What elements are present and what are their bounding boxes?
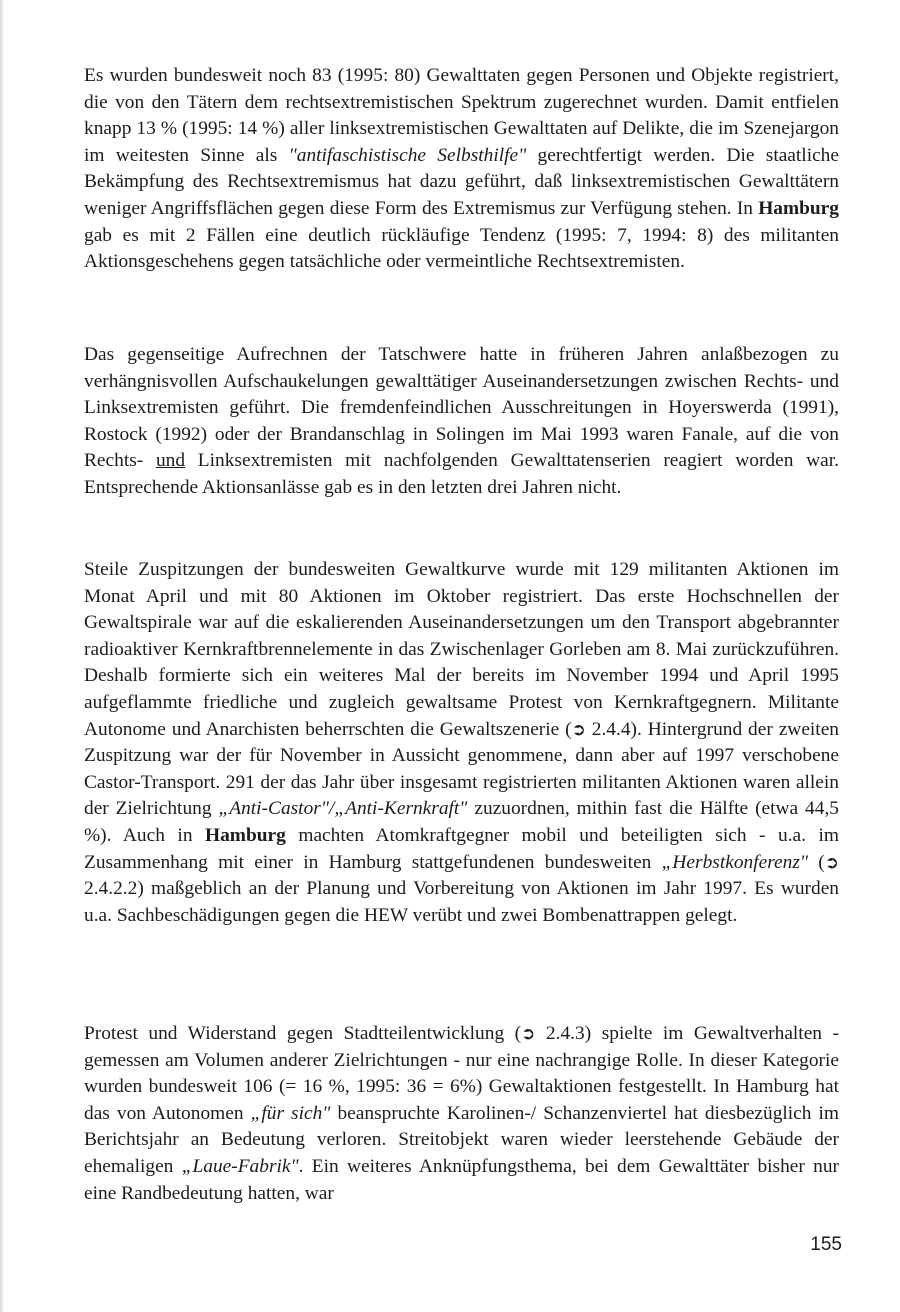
text-run: . Ein weiteres Anknüpfungsthema, bei dem Gewalttäter bisher nur eine Randbedeutung hatten, war (84, 1155, 839, 1204)
text-run: 2.4.3) spielte im Gewaltverhalten - gemessen am Volumen anderer Zielrichtungen - nur eine nachrangige Rolle. In dieser Kategorie wurden bundesweit 106 (= 16 %, 1995: 36 = 6%) Gewaltaktionen festgestellt. In Hamburg hat das von Autonomen (84, 1023, 839, 1124)
text-run: machten Atomkraftgegner mobil und beteiligten sich - u.a. im Zusammenhang mit einer in Hamburg stattgefundenen bundesweiten (84, 824, 839, 873)
bold-term: Hamburg (758, 197, 839, 219)
underlined-term: und (155, 450, 186, 472)
paragraph-4 (84, 1021, 839, 1207)
text-run: 2.4.2.2) maßgeblich an der Planung und Vorbereitung von Aktionen im Jahr 1997. Es wurden u.a. Sachbeschädigungen gegen die HEW verübt und zwei Bombenattrappen gelegt. (84, 878, 839, 926)
text-run: Protest und Widerstand gegen Stadtteilentwicklung ( (84, 1023, 522, 1044)
text-run: gab es mit 2 Fällen eine deutlich rückläufige Tendenz (1995: 7, 1994: 8) des militanten Aktionsgeschehens gegen tatsächliche oder vermeintliche Rechtsextremisten. (84, 224, 839, 273)
text-run: zuzuordnen, mithin fast die Hälfte (etwa 44,5 %). Auch in (84, 798, 839, 846)
paragraph-2 (84, 342, 839, 502)
text-run: 2.4.4). Hintergrund der zweiten Zuspitzung war der für November in Aussicht genommene, dann aber auf 1997 verschobene Castor-Transport. 291 der das Jahr über insgesamt registrierten militanten Aktionen waren allein der Zielrichtung (84, 718, 839, 820)
text-run: Steile Zuspitzungen der bundesweiten Gewaltkurve wurde mit 129 militanten Aktionen im Monat April und mit 80 Aktionen im Oktober registriert. Das erste Hochschnellen der Gewaltspirale war auf die eskalierenden Auseinandersetzungen um den Transport abgebrannter radioaktiver Kernkraftbrennelemente in das Zwischenlager Gorleben am 8. Mai zurückzuführen. Deshalb formierte sich ein weiteres Mal der bereits im November 1994 und April 1995 aufgeflammte friedliche und zugleich gewaltsame Protest von Kernkraftgegnern. Militante Autonome und Anarchisten beherrschten die Gewaltszenerie ( (84, 559, 839, 740)
text-run: beanspruchte Karolinen-/ Schanzenviertel hat diesbezüglich im Berichtsjahr an Bedeutung verloren. Streitobjekt waren wieder leerstehende Gebäude der ehemaligen (84, 1102, 839, 1177)
cross-reference-arrow-icon: ➲ (521, 1024, 536, 1044)
scan-edge-shadow (0, 0, 4, 1312)
paragraph-1 (84, 63, 839, 276)
paragraph-3 (84, 557, 839, 929)
quoted-term: „Laue-Fabrik" (181, 1155, 299, 1177)
text-run: ( (808, 851, 825, 873)
cross-reference-arrow-icon: ➲ (824, 852, 839, 873)
quoted-term: „Anti-Castor"/„Anti-Kernkraft" (218, 798, 468, 820)
quoted-term: "antifaschistische Selbsthilfe" (288, 144, 527, 166)
text-run: Es wurden bundesweit noch 83 (1995: 80) Gewalttaten gegen Personen und Objekte registriert, die von den Tätern dem rechtsextremistischen Spektrum zugerechnet wurden. Damit entfielen knapp 13 % (1995: 14 %) aller linksextremistischen Gewalttaten auf Delikte, die im Szenejargon im weitesten Sinne als (84, 65, 839, 166)
text-run: Linksextremisten mit nachfolgenden Gewalttatenserien reagiert worden war. Entsprechende Aktionsanlässe gab es in den letzten drei Jahren nicht. (84, 450, 839, 498)
bold-term: Hamburg (205, 824, 286, 846)
cross-reference-arrow-icon: ➲ (571, 719, 586, 740)
text-run: gerechtfertigt werden. Die staatliche Bekämpfung des Rechtsextremismus hat dazu geführt, daß linksextremistischen Gewalttätern weniger Angriffsflächen gegen diese Form des Extremismus zur Verfügung stehen. In (84, 144, 839, 219)
text-run: Das gegenseitige Aufrechnen der Tatschwere hatte in früheren Jahren anlaßbezogen zu verhängnisvollen Aufschaukelungen gewalttätiger Auseinandersetzungen zwischen Rechts- und Linksextremisten geführt. Die fremdenfeindlichen Ausschreitungen in Hoyerswerda (1991), Rostock (1992) oder der Brandanschlag in Solingen im Mai 1993 waren Fanale, auf die von Rechts- (84, 344, 839, 472)
quoted-term: „für sich" (250, 1102, 331, 1124)
page-number: 155 (810, 1234, 842, 1255)
quoted-term: „Herbstkonferenz" (661, 851, 809, 873)
